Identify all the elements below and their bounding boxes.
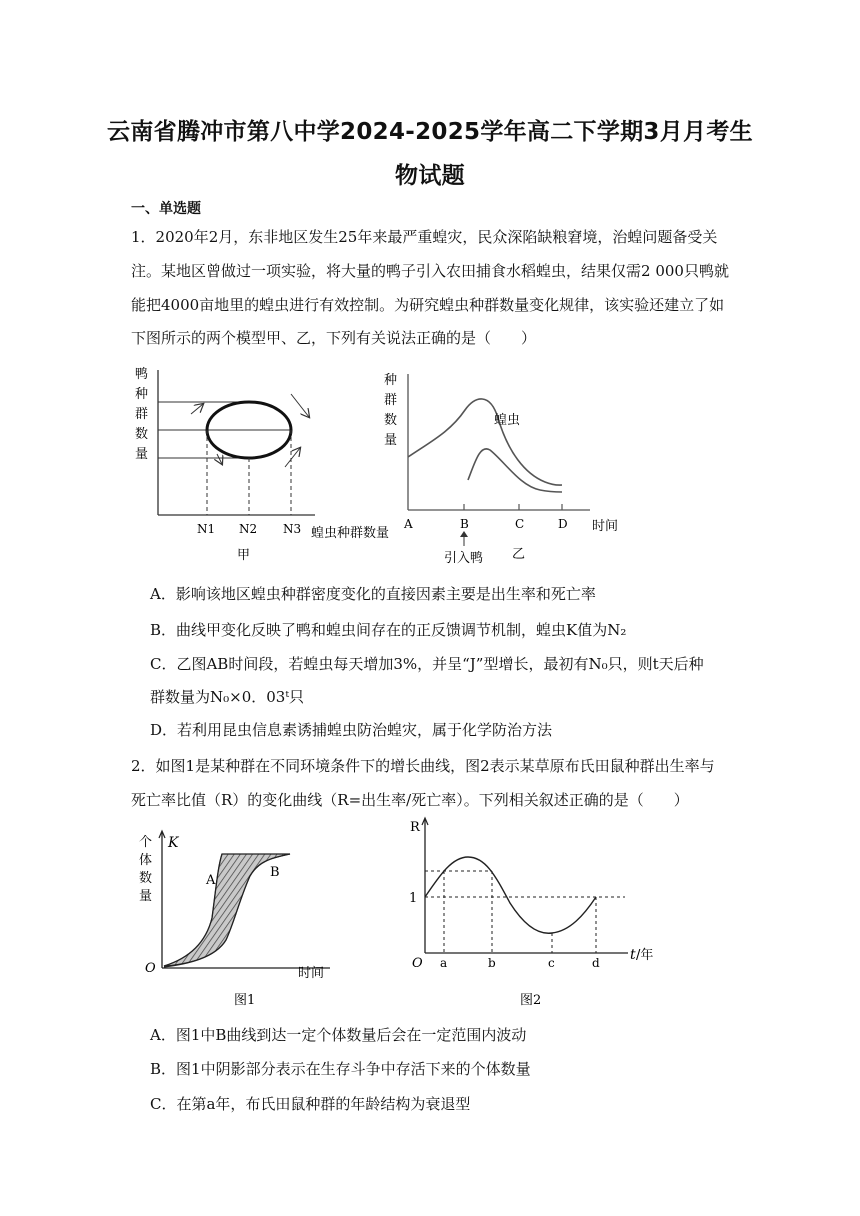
fig1-curve-a-label: A <box>206 873 216 888</box>
yi-xtick-a: A <box>404 517 413 531</box>
jia-xtick-n1: N1 <box>197 522 216 536</box>
yi-ylabel-2: 数 <box>384 413 398 428</box>
jia-arrow-bottom-left <box>217 454 222 464</box>
yi-caption: 乙 <box>512 547 526 562</box>
fig1-caption: 图1 <box>234 993 256 1008</box>
jia-arrow-top-right <box>291 394 309 417</box>
figure-2 <box>400 815 665 1010</box>
q1-line-4: 下图所示的两个模型甲、乙，下列有关说法正确的是（ ） <box>131 329 537 347</box>
jia-ylabel-3: 数 <box>135 427 149 442</box>
fig2-r-curve <box>425 857 596 933</box>
jia-ylabel-1: 种 <box>135 387 149 402</box>
fig2-xtick-c: c <box>548 956 555 970</box>
yi-arrow-label: 引入鸭 <box>444 551 484 566</box>
jia-xtick-n3: N3 <box>283 522 302 536</box>
fig1-curve-b-label: B <box>270 865 280 880</box>
yi-ylabel-1: 群 <box>384 393 398 408</box>
q1-option-c-cont: 群数量为N₀×0．03ᵗ只 <box>150 688 305 706</box>
yi-xtick-b: B <box>460 517 469 531</box>
yi-ylabel-3: 量 <box>384 433 398 448</box>
q2-option-b[interactable]: B．图1中阴影部分表示在生存斗争中存活下来的个体数量 <box>150 1060 531 1078</box>
fig2-ylabel: R <box>410 820 420 835</box>
q2-line-2: 死亡率比值（R）的变化曲线（R=出生率/死亡率）。下列相关叙述正确的是（ ） <box>131 791 689 809</box>
jia-ylabel-2: 群 <box>135 407 149 422</box>
q1-line-2: 注。某地区曾做过一项实验，将大量的鸭子引入农田捕食水稻蝗虫，结果仅需2 000只鸭就 <box>131 262 729 280</box>
q1-option-b[interactable]: B．曲线甲变化反映了鸭和蝗虫间存在的正反馈调节机制，蝗虫K值为N₂ <box>150 621 627 639</box>
fig1-ylabel-2: 数 <box>139 871 153 886</box>
yi-xtick-c: C <box>515 517 525 531</box>
fig2-origin: O <box>412 956 423 971</box>
fig2-xlabel-t: t <box>630 947 636 963</box>
jia-arrow-top-left <box>191 404 203 414</box>
section-heading: 一、单选题 <box>131 201 201 217</box>
fig2-one-label: 1 <box>409 891 418 906</box>
yi-locust-curve <box>408 399 562 485</box>
jia-caption: 甲 <box>237 548 251 563</box>
fig2-xtick-a: a <box>440 956 448 970</box>
yi-intro-arrow-head <box>460 531 468 537</box>
jia-arrow-bottom-right <box>285 448 300 467</box>
q2-option-c[interactable]: C．在第a年，布氏田鼠种群的年龄结构为衰退型 <box>150 1095 471 1113</box>
fig1-ylabel-0: 个 <box>139 835 153 850</box>
fig1-ylabel-1: 体 <box>139 853 153 868</box>
fig1-k-label: K <box>168 835 179 851</box>
fig1-ylabel-3: 量 <box>139 889 153 904</box>
q1-option-c[interactable]: C．乙图AB时间段，若蝗虫每天增加3%，并呈“J”型增长，最初有N₀只，则t天后种 <box>150 655 704 673</box>
figure-1 <box>130 828 350 1010</box>
jia-xtick-n2: N2 <box>239 522 258 536</box>
fig2-xtick-b: b <box>488 956 496 970</box>
fig2-caption: 图2 <box>520 993 542 1008</box>
figure-yi <box>380 362 640 572</box>
paper-title-line2: 物试题 <box>395 163 465 189</box>
jia-xlabel: 蝗虫种群数量 <box>311 526 390 541</box>
q1-option-a[interactable]: A．影响该地区蝗虫种群密度变化的直接因素主要是出生率和死亡率 <box>150 585 596 603</box>
yi-series-label: 蝗虫 <box>494 413 521 428</box>
q1-line-1: 1．2020年2月，东非地区发生25年来最严重蝗灾，民众深陷缺粮窘境，治蝗问题备受关 <box>131 228 718 246</box>
fig1-origin: O <box>145 961 156 976</box>
q2-line-1: 2．如图1是某种群在不同环境条件下的增长曲线，图2表示某草原布氏田鼠种群出生率与 <box>131 757 715 775</box>
paper-title-line1: 云南省腾冲市第八中学2024-2025学年高二下学期3月月考生 <box>107 119 753 145</box>
q2-option-a[interactable]: A．图1中B曲线到达一定个体数量后会在一定范围内波动 <box>150 1026 527 1044</box>
jia-ylabel-0: 鸭 <box>135 367 149 382</box>
yi-xlabel: 时间 <box>592 519 619 534</box>
figure-jia <box>125 362 400 567</box>
q1-line-3: 能把4000亩地里的蝗虫进行有效控制。为研究蝗虫种群数量变化规律，该实验还建立了如 <box>131 296 725 314</box>
fig2-xtick-d: d <box>592 956 600 970</box>
yi-ylabel-0: 种 <box>384 373 398 388</box>
fig1-xlabel: 时间 <box>298 966 325 981</box>
yi-xtick-d: D <box>558 517 568 531</box>
q1-option-d[interactable]: D．若利用昆虫信息素诱捕蝗虫防治蝗灾，属于化学防治方法 <box>150 721 553 739</box>
fig2-xlabel-unit: /年 <box>636 948 654 963</box>
jia-ylabel-4: 量 <box>135 447 149 462</box>
